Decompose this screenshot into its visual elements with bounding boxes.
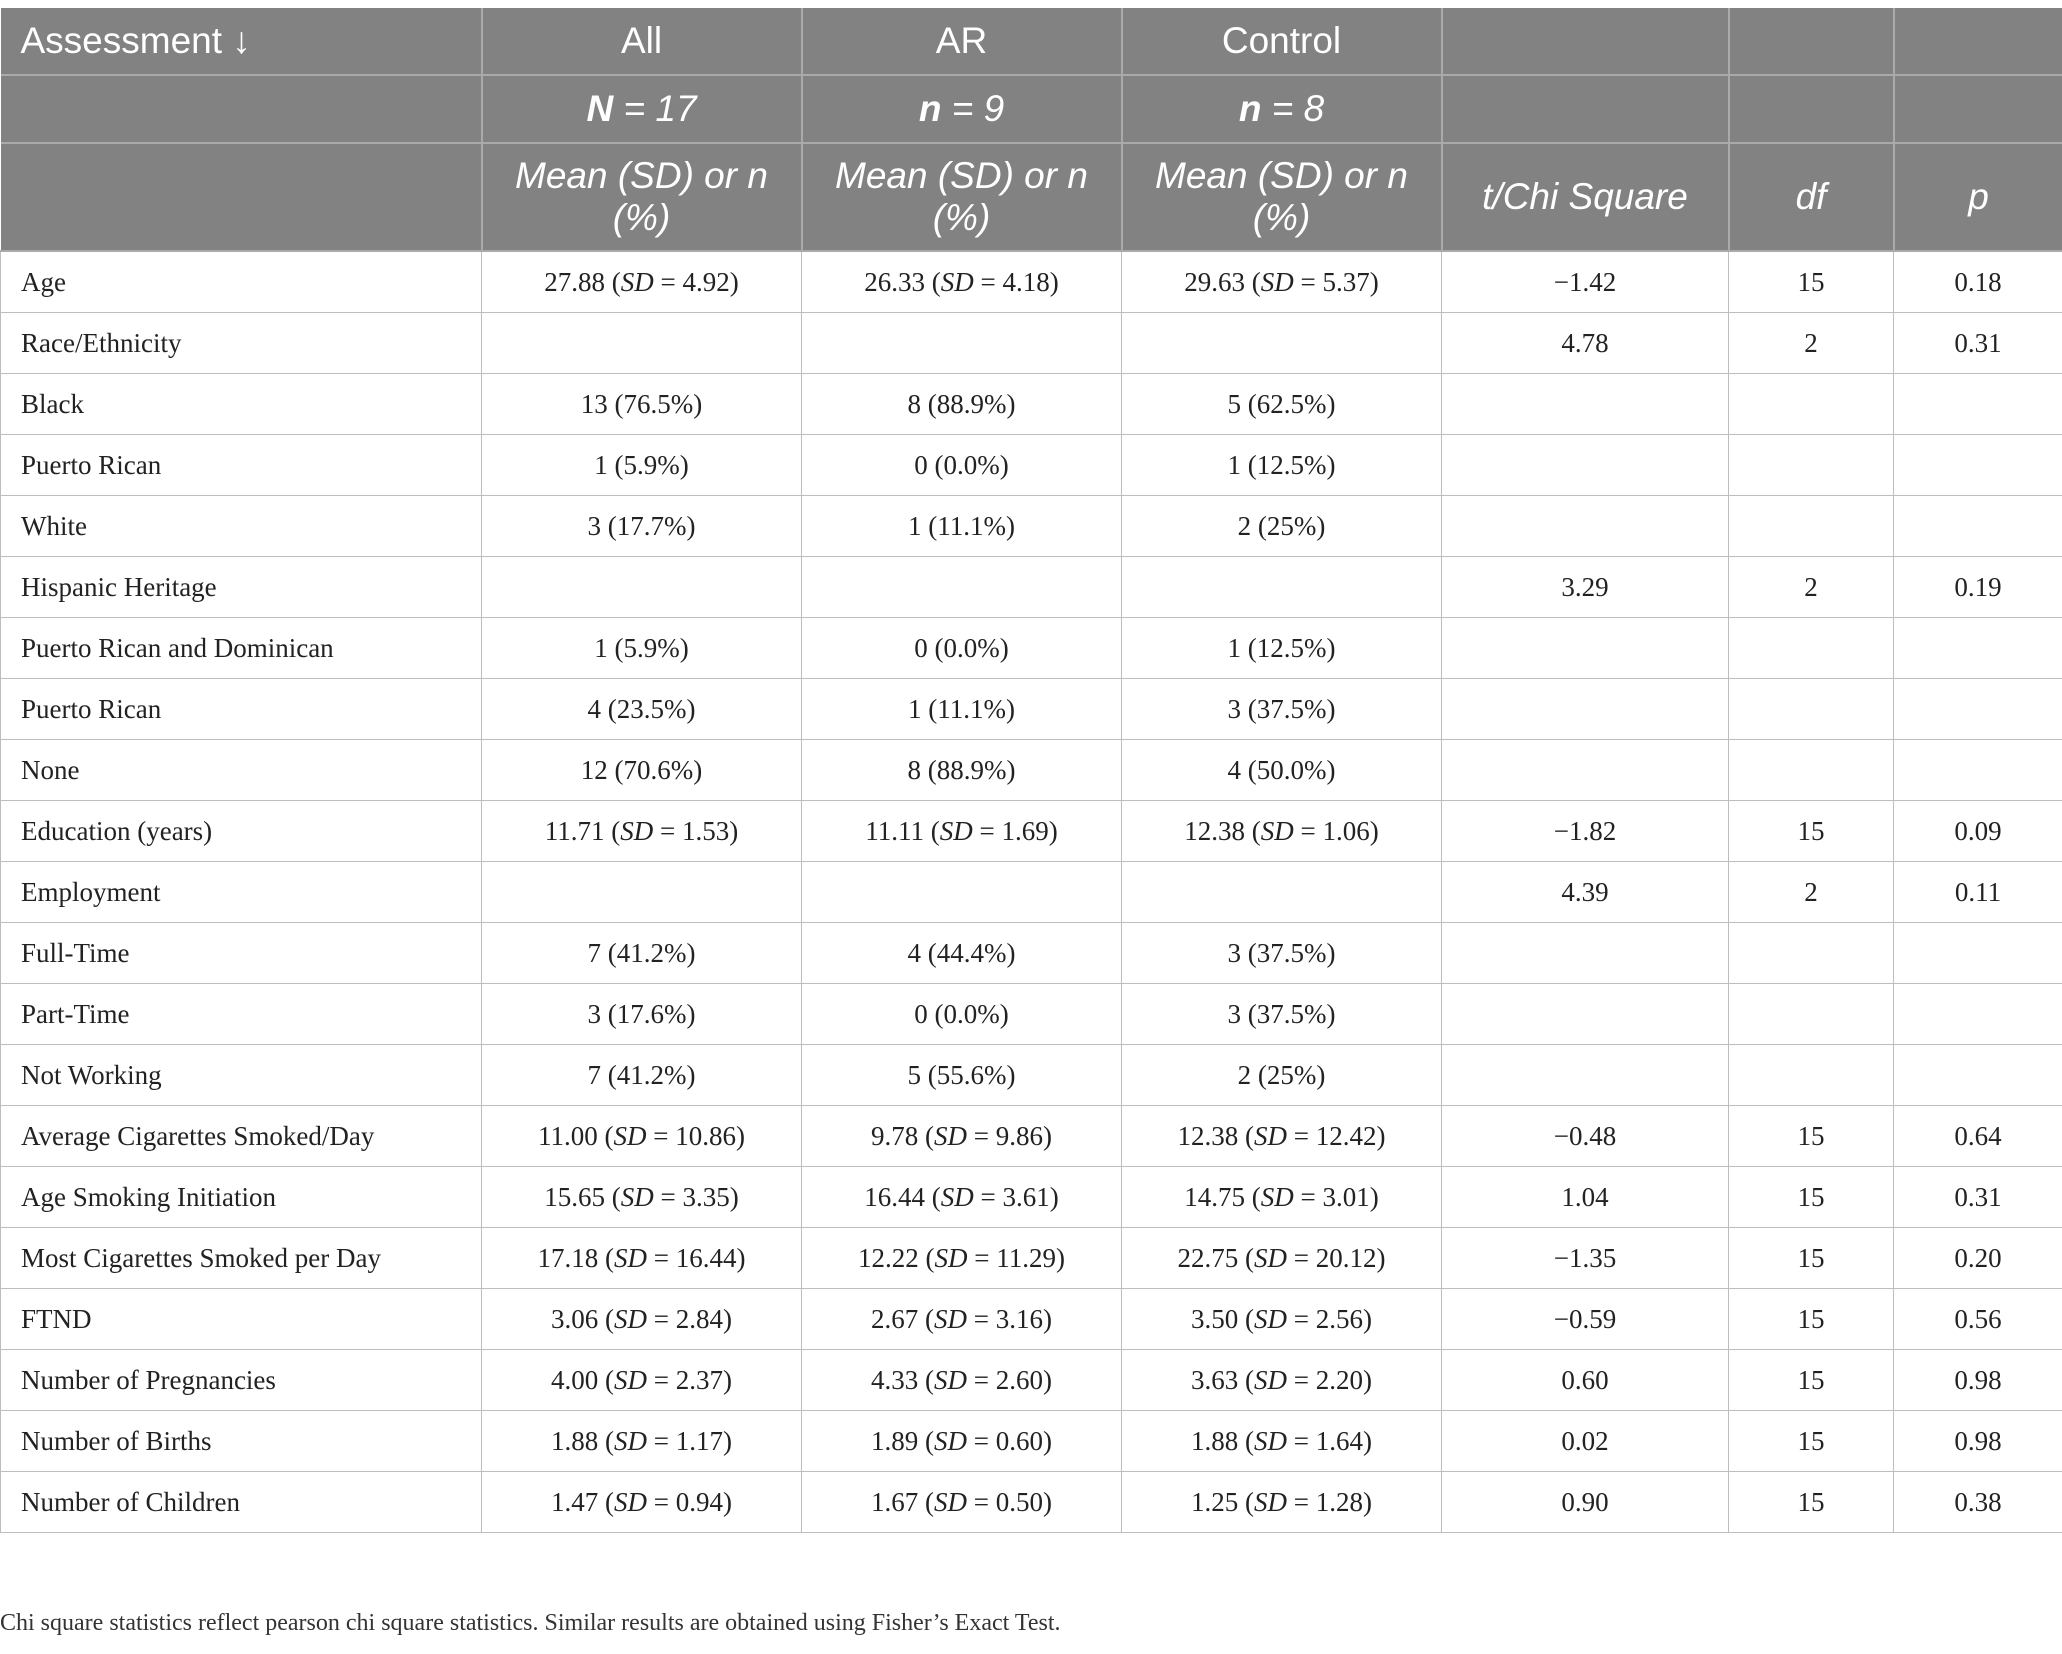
sd-label: SD (614, 1303, 648, 1334)
cell-stat (1442, 618, 1729, 679)
cell-mean: 11.11 (865, 815, 925, 846)
row-label: Number of Children (1, 1472, 482, 1533)
header-empty-stat (1442, 8, 1729, 75)
header-empty-label (1, 75, 482, 143)
header-n-ar (802, 75, 1122, 143)
cell-all: 1 (5.9%) (482, 618, 802, 679)
cell-ctl: 1 (12.5%) (1122, 618, 1442, 679)
header-row-groups (1, 8, 2062, 75)
cell-all: 1 (5.9%) (482, 435, 802, 496)
row-label: Black (1, 374, 482, 435)
cell-ctl: 1.25 (SD = 1.28) (1122, 1472, 1442, 1533)
cell-stat: −1.82 (1442, 801, 1729, 862)
cell-mean: 9.78 (871, 1120, 919, 1151)
cell-stat: 1.04 (1442, 1167, 1729, 1228)
cell-mean: 3.63 (1191, 1364, 1239, 1395)
row-label: FTND (1, 1289, 482, 1350)
cell-sd: = 9.86) (973, 1120, 1052, 1151)
cell-mean: 4.00 (551, 1364, 599, 1395)
cell-p: 0.19 (1894, 557, 2062, 618)
cell-sd: = 11.29) (974, 1242, 1065, 1273)
header-all: All (482, 8, 802, 75)
header-n-all (482, 75, 802, 143)
cell-all: 7 (41.2%) (482, 923, 802, 984)
cell-mean: 4.33 (871, 1364, 919, 1395)
cell-p: 0.31 (1894, 1167, 2062, 1228)
cell-ctl: 12.38 (SD = 1.06) (1122, 801, 1442, 862)
cell-ar: 16.44 (SD = 3.61) (802, 1167, 1122, 1228)
cell-df (1729, 374, 1894, 435)
cell-mean: 1.88 (1191, 1425, 1239, 1456)
cell-mean: 3.06 (551, 1303, 599, 1334)
cell-stat (1442, 984, 1729, 1045)
cell-ar: 1.89 (SD = 0.60) (802, 1411, 1122, 1472)
header-p: p (1894, 143, 2062, 251)
cell-mean: 2.67 (871, 1303, 919, 1334)
table-footnote: Chi square statistics reflect pearson chi square statistics. Similar results are obtained using Fisher’s Exact Test. (0, 1610, 1061, 1636)
table-row (1, 1106, 2062, 1167)
cell-p: 0.98 (1894, 1350, 2062, 1411)
demographics-table (0, 8, 2062, 1533)
cell-mean: 15.65 (544, 1181, 606, 1212)
cell-mean: 12.22 (858, 1242, 919, 1273)
cell-stat: 3.29 (1442, 557, 1729, 618)
cell-all: 3.06 (SD = 2.84) (482, 1289, 802, 1350)
row-label: Full-Time (1, 923, 482, 984)
cell-ctl: 14.75 (SD = 3.01) (1122, 1167, 1442, 1228)
cell-mean: 11.00 (538, 1120, 598, 1151)
n-ar-value: = 9 (951, 88, 1005, 129)
cell-ar: 8 (88.9%) (802, 374, 1122, 435)
sd-label: SD (614, 1242, 648, 1273)
cell-ctl (1122, 862, 1442, 923)
cell-stat (1442, 435, 1729, 496)
cell-ar: 11.11 (SD = 1.69) (802, 801, 1122, 862)
header-measure-control: Mean (SD) or n (%) (1122, 143, 1442, 251)
header-row-measures (1, 143, 2062, 251)
cell-sd: = 12.42) (1293, 1120, 1386, 1151)
sd-label: SD (940, 1181, 974, 1212)
cell-ctl (1122, 313, 1442, 374)
header-df: df (1729, 143, 1894, 251)
row-label: Age (1, 251, 482, 313)
cell-all: 1.47 (SD = 0.94) (482, 1472, 802, 1533)
sd-label: SD (939, 815, 973, 846)
cell-df (1729, 618, 1894, 679)
cell-ar (802, 313, 1122, 374)
table-row (1, 1167, 2062, 1228)
n-control-letter: n (1238, 88, 1262, 129)
cell-ar (802, 557, 1122, 618)
sd-label: SD (614, 1425, 648, 1456)
cell-sd: = 1.17) (653, 1425, 732, 1456)
cell-stat: 0.60 (1442, 1350, 1729, 1411)
cell-all: 11.71 (SD = 1.53) (482, 801, 802, 862)
header-ar: AR (802, 8, 1122, 75)
sd-label: SD (934, 1242, 968, 1273)
cell-df: 15 (1729, 1289, 1894, 1350)
sd-label: SD (934, 1120, 968, 1151)
cell-p: 0.31 (1894, 313, 2062, 374)
header-row-sample-sizes (1, 75, 2062, 143)
cell-p (1894, 374, 2062, 435)
cell-mean: 1.67 (871, 1486, 919, 1517)
n-all-value: = 17 (623, 88, 697, 129)
cell-sd: = 20.12) (1293, 1242, 1386, 1273)
row-label: Puerto Rican (1, 435, 482, 496)
cell-sd: = 2.84) (653, 1303, 732, 1334)
cell-ctl (1122, 557, 1442, 618)
cell-all: 11.00 (SD = 10.86) (482, 1106, 802, 1167)
row-label: Puerto Rican (1, 679, 482, 740)
cell-ctl: 3 (37.5%) (1122, 923, 1442, 984)
cell-mean: 1.47 (551, 1486, 599, 1517)
cell-ctl: 3 (37.5%) (1122, 984, 1442, 1045)
cell-p: 0.09 (1894, 801, 2062, 862)
sd-label: SD (620, 1181, 654, 1212)
header-empty-p (1894, 8, 2062, 75)
cell-df (1729, 496, 1894, 557)
table-row (1, 1045, 2062, 1106)
cell-mean: 1.25 (1191, 1486, 1239, 1517)
row-label: Race/Ethnicity (1, 313, 482, 374)
table-row (1, 1228, 2062, 1289)
row-label: None (1, 740, 482, 801)
cell-sd: = 1.53) (660, 815, 739, 846)
cell-p: 0.64 (1894, 1106, 2062, 1167)
cell-all: 27.88 (SD = 4.92) (482, 251, 802, 313)
header-empty (1894, 75, 2062, 143)
cell-sd: = 4.18) (980, 266, 1059, 297)
cell-ctl: 3.63 (SD = 2.20) (1122, 1350, 1442, 1411)
n-ar-letter: n (918, 88, 942, 129)
cell-all: 3 (17.6%) (482, 984, 802, 1045)
sd-label: SD (934, 1364, 968, 1395)
header-measure-ar: Mean (SD) or n (%) (802, 143, 1122, 251)
row-label: Part-Time (1, 984, 482, 1045)
table-row (1, 313, 2062, 374)
table-row (1, 496, 2062, 557)
table-row (1, 862, 2062, 923)
table-row (1, 801, 2062, 862)
cell-ar: 0 (0.0%) (802, 618, 1122, 679)
cell-stat: −1.42 (1442, 251, 1729, 313)
table-row (1, 618, 2062, 679)
cell-ar (802, 862, 1122, 923)
header-measure-all: Mean (SD) or n (%) (482, 143, 802, 251)
cell-ar: 0 (0.0%) (802, 435, 1122, 496)
cell-stat (1442, 923, 1729, 984)
cell-ctl: 3.50 (SD = 2.56) (1122, 1289, 1442, 1350)
row-label: Hispanic Heritage (1, 557, 482, 618)
cell-stat (1442, 679, 1729, 740)
table-row (1, 251, 2062, 313)
cell-df: 15 (1729, 1167, 1894, 1228)
cell-mean: 3.50 (1191, 1303, 1239, 1334)
cell-sd: = 1.69) (979, 815, 1058, 846)
cell-sd: = 0.94) (653, 1486, 732, 1517)
cell-mean: 29.63 (1184, 266, 1246, 297)
n-all-letter: N (586, 88, 614, 129)
cell-ar: 1.67 (SD = 0.50) (802, 1472, 1122, 1533)
cell-all (482, 862, 802, 923)
cell-sd: = 10.86) (653, 1120, 745, 1151)
cell-sd: = 2.56) (1293, 1303, 1372, 1334)
row-label: White (1, 496, 482, 557)
cell-df (1729, 435, 1894, 496)
cell-ar: 4.33 (SD = 2.60) (802, 1350, 1122, 1411)
cell-sd: = 3.16) (973, 1303, 1052, 1334)
table-row (1, 1350, 2062, 1411)
cell-df (1729, 1045, 1894, 1106)
cell-p (1894, 923, 2062, 984)
sd-label: SD (1254, 1486, 1288, 1517)
cell-p (1894, 435, 2062, 496)
cell-stat: 4.39 (1442, 862, 1729, 923)
header-n-control (1122, 75, 1442, 143)
table-row (1, 1289, 2062, 1350)
cell-sd: = 1.06) (1300, 815, 1379, 846)
cell-mean: 26.33 (864, 266, 926, 297)
cell-ar: 26.33 (SD = 4.18) (802, 251, 1122, 313)
header-empty (1442, 75, 1729, 143)
cell-all: 1.88 (SD = 1.17) (482, 1411, 802, 1472)
cell-stat: 4.78 (1442, 313, 1729, 374)
cell-sd: = 16.44) (653, 1242, 746, 1273)
cell-sd: = 3.61) (980, 1181, 1059, 1212)
cell-df: 15 (1729, 1472, 1894, 1533)
header-empty (1729, 75, 1894, 143)
cell-df: 2 (1729, 557, 1894, 618)
cell-p: 0.11 (1894, 862, 2062, 923)
cell-p (1894, 740, 2062, 801)
sd-label: SD (1260, 815, 1294, 846)
header-empty-label (1, 143, 482, 251)
table-row (1, 679, 2062, 740)
cell-stat (1442, 496, 1729, 557)
sd-label: SD (614, 1486, 648, 1517)
cell-all: 13 (76.5%) (482, 374, 802, 435)
cell-mean: 22.75 (1177, 1242, 1239, 1273)
table-row (1, 740, 2062, 801)
cell-sd: = 1.28) (1293, 1486, 1372, 1517)
cell-df: 2 (1729, 862, 1894, 923)
cell-df: 15 (1729, 1411, 1894, 1472)
row-label: Not Working (1, 1045, 482, 1106)
cell-ar: 0 (0.0%) (802, 984, 1122, 1045)
cell-all: 17.18 (SD = 16.44) (482, 1228, 802, 1289)
cell-all: 3 (17.7%) (482, 496, 802, 557)
sd-label: SD (1260, 1181, 1294, 1212)
cell-df (1729, 740, 1894, 801)
cell-ctl: 4 (50.0%) (1122, 740, 1442, 801)
table-row (1, 557, 2062, 618)
cell-p (1894, 984, 2062, 1045)
row-label: Puerto Rican and Dominican (1, 618, 482, 679)
cell-all: 15.65 (SD = 3.35) (482, 1167, 802, 1228)
cell-df (1729, 679, 1894, 740)
sd-label: SD (614, 1364, 648, 1395)
sd-label: SD (940, 266, 974, 297)
table-row (1, 923, 2062, 984)
cell-ctl: 22.75 (SD = 20.12) (1122, 1228, 1442, 1289)
header-stat: t/Chi Square (1442, 143, 1729, 251)
cell-df (1729, 984, 1894, 1045)
cell-sd: = 2.60) (973, 1364, 1052, 1395)
cell-ctl: 5 (62.5%) (1122, 374, 1442, 435)
cell-p: 0.56 (1894, 1289, 2062, 1350)
cell-p (1894, 618, 2062, 679)
cell-sd: = 4.92) (660, 266, 739, 297)
cell-sd: = 2.20) (1293, 1364, 1372, 1395)
cell-ctl: 2 (25%) (1122, 496, 1442, 557)
table-body (1, 251, 2062, 1533)
sd-label: SD (620, 815, 654, 846)
table-container (0, 8, 2062, 1533)
cell-stat: −0.48 (1442, 1106, 1729, 1167)
table-row (1, 1411, 2062, 1472)
row-label: Employment (1, 862, 482, 923)
cell-df: 15 (1729, 1228, 1894, 1289)
row-label: Number of Pregnancies (1, 1350, 482, 1411)
cell-ctl: 2 (25%) (1122, 1045, 1442, 1106)
row-label: Average Cigarettes Smoked/Day (1, 1106, 482, 1167)
row-label: Age Smoking Initiation (1, 1167, 482, 1228)
cell-p (1894, 1045, 2062, 1106)
sd-label: SD (1260, 266, 1294, 297)
cell-stat (1442, 1045, 1729, 1106)
cell-stat (1442, 374, 1729, 435)
cell-mean: 27.88 (544, 266, 606, 297)
row-label: Education (years) (1, 801, 482, 862)
sd-label: SD (1254, 1120, 1288, 1151)
header-control: Control (1122, 8, 1442, 75)
cell-stat: −1.35 (1442, 1228, 1729, 1289)
table-row (1, 374, 2062, 435)
sd-label: SD (934, 1303, 968, 1334)
cell-mean: 16.44 (864, 1181, 926, 1212)
cell-ctl: 12.38 (SD = 12.42) (1122, 1106, 1442, 1167)
cell-ar: 4 (44.4%) (802, 923, 1122, 984)
row-label: Number of Births (1, 1411, 482, 1472)
header-empty-df (1729, 8, 1894, 75)
cell-all: 12 (70.6%) (482, 740, 802, 801)
cell-ar: 12.22 (SD = 11.29) (802, 1228, 1122, 1289)
sd-label: SD (613, 1120, 647, 1151)
row-label: Most Cigarettes Smoked per Day (1, 1228, 482, 1289)
cell-sd: = 0.60) (973, 1425, 1052, 1456)
sd-label: SD (1254, 1425, 1288, 1456)
cell-ctl: 29.63 (SD = 5.37) (1122, 251, 1442, 313)
cell-sd: = 0.50) (973, 1486, 1052, 1517)
cell-all: 4.00 (SD = 2.37) (482, 1350, 802, 1411)
cell-sd: = 2.37) (653, 1364, 732, 1395)
sd-label: SD (620, 266, 654, 297)
cell-stat: 0.02 (1442, 1411, 1729, 1472)
header-assessment: Assessment ↓ (1, 8, 482, 75)
cell-df: 15 (1729, 801, 1894, 862)
cell-p: 0.38 (1894, 1472, 2062, 1533)
cell-mean: 1.88 (551, 1425, 599, 1456)
n-control-value: = 8 (1271, 88, 1325, 129)
cell-df: 15 (1729, 1350, 1894, 1411)
cell-mean: 14.75 (1184, 1181, 1246, 1212)
cell-sd: = 5.37) (1300, 266, 1379, 297)
cell-p (1894, 679, 2062, 740)
table-row (1, 1472, 2062, 1533)
cell-df: 15 (1729, 1106, 1894, 1167)
cell-sd: = 3.01) (1300, 1181, 1379, 1212)
cell-p: 0.18 (1894, 251, 2062, 313)
cell-p: 0.20 (1894, 1228, 2062, 1289)
cell-ctl: 1 (12.5%) (1122, 435, 1442, 496)
cell-ar: 9.78 (SD = 9.86) (802, 1106, 1122, 1167)
sd-label: SD (934, 1425, 968, 1456)
cell-ctl: 3 (37.5%) (1122, 679, 1442, 740)
cell-mean: 12.38 (1177, 1120, 1239, 1151)
cell-p (1894, 496, 2062, 557)
cell-ar: 1 (11.1%) (802, 679, 1122, 740)
cell-df: 15 (1729, 251, 1894, 313)
cell-all (482, 557, 802, 618)
cell-stat: 0.90 (1442, 1472, 1729, 1533)
cell-stat: −0.59 (1442, 1289, 1729, 1350)
cell-ar: 1 (11.1%) (802, 496, 1122, 557)
cell-mean: 1.89 (871, 1425, 919, 1456)
cell-df (1729, 923, 1894, 984)
cell-stat (1442, 740, 1729, 801)
cell-ar: 8 (88.9%) (802, 740, 1122, 801)
cell-p: 0.98 (1894, 1411, 2062, 1472)
cell-sd: = 3.35) (660, 1181, 739, 1212)
cell-ctl: 1.88 (SD = 1.64) (1122, 1411, 1442, 1472)
table-row (1, 984, 2062, 1045)
sd-label: SD (934, 1486, 968, 1517)
cell-mean: 12.38 (1184, 815, 1246, 846)
cell-mean: 17.18 (537, 1242, 599, 1273)
sd-label: SD (1254, 1364, 1288, 1395)
cell-sd: = 1.64) (1293, 1425, 1372, 1456)
cell-ar: 5 (55.6%) (802, 1045, 1122, 1106)
sd-label: SD (1254, 1242, 1288, 1273)
cell-all: 7 (41.2%) (482, 1045, 802, 1106)
cell-ar: 2.67 (SD = 3.16) (802, 1289, 1122, 1350)
cell-all (482, 313, 802, 374)
cell-all: 4 (23.5%) (482, 679, 802, 740)
cell-df: 2 (1729, 313, 1894, 374)
table-row (1, 435, 2062, 496)
sd-label: SD (1254, 1303, 1288, 1334)
table-header (1, 8, 2062, 251)
cell-mean: 11.71 (544, 815, 605, 846)
